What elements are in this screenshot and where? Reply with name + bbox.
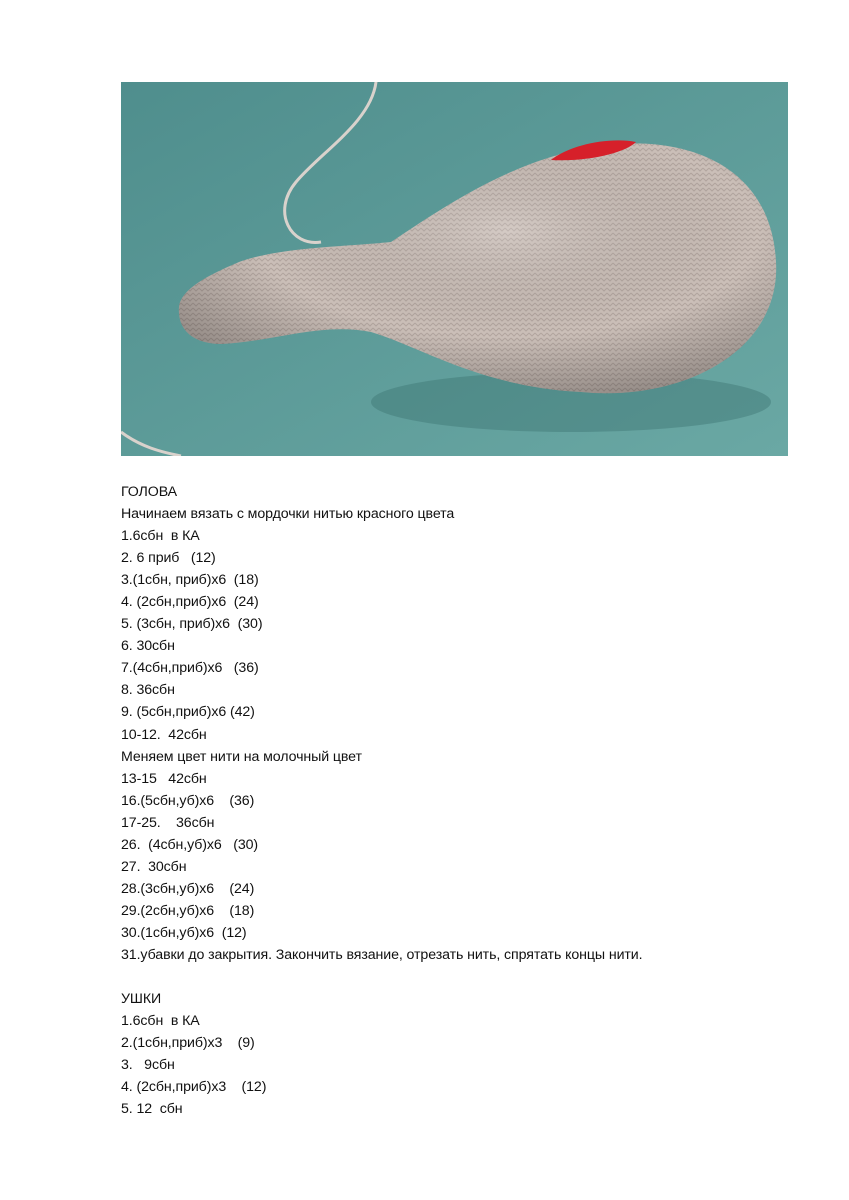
instruction-line: 8. 36сбн	[121, 682, 175, 699]
instruction-line: 4. (2сбн,приб)х3 (12)	[121, 1079, 267, 1096]
instruction-line: 1.6сбн в КА	[121, 1013, 200, 1030]
instruction-line: 3.(1сбн, приб)х6 (18)	[121, 572, 259, 589]
instruction-line: 31.убавки до закрытия. Закончить вязание, отрезать нить, спрятать концы нити.	[121, 946, 643, 963]
instruction-line: Меняем цвет нити на молочный цвет	[121, 748, 362, 765]
instruction-line: 7.(4сбн,приб)х6 (36)	[121, 660, 259, 677]
instruction-line: 16.(5сбн,уб)х6 (36)	[121, 792, 255, 809]
section-title-head: ГОЛОВА	[121, 484, 177, 500]
instruction-line: 10-12. 42сбн	[121, 726, 207, 743]
section-gap	[121, 966, 801, 988]
instruction-line: 3. 9сбн	[121, 1057, 175, 1074]
instruction-line: 9. (5сбн,приб)х6 (42)	[121, 704, 255, 721]
instruction-line: 29.(2сбн,уб)х6 (18)	[121, 902, 255, 919]
pattern-text	[121, 481, 801, 1120]
instruction-line: 6. 30сбн	[121, 638, 175, 655]
instruction-line: 26. (4сбн,уб)х6 (30)	[121, 836, 259, 853]
section-title-ears: УШКИ	[121, 991, 162, 1008]
crochet-photo	[121, 82, 788, 456]
instruction-line: 27. 30сбн	[121, 858, 187, 875]
instruction-line: 2. 6 приб (12)	[121, 550, 216, 567]
instruction-line: Начинаем вязать с мордочки нитью красного цвета	[121, 506, 455, 523]
instruction-line: 30.(1сбн,уб)х6 (12)	[121, 924, 247, 941]
instruction-line: 2.(1сбн,приб)х3 (9)	[121, 1035, 255, 1052]
instruction-line: 5. (3сбн, приб)х6 (30)	[121, 616, 263, 633]
instruction-line: 4. (2сбн,приб)х6 (24)	[121, 594, 259, 611]
instruction-line: 28.(3сбн,уб)х6 (24)	[121, 880, 255, 897]
instruction-line: 1.6сбн в КА	[121, 528, 200, 545]
instruction-line: 13-15 42сбн	[121, 770, 207, 787]
instruction-line: 5. 12 сбн	[121, 1101, 183, 1118]
instruction-line: 17-25. 36сбн	[121, 814, 215, 831]
crocheted-head-photo	[121, 82, 788, 456]
